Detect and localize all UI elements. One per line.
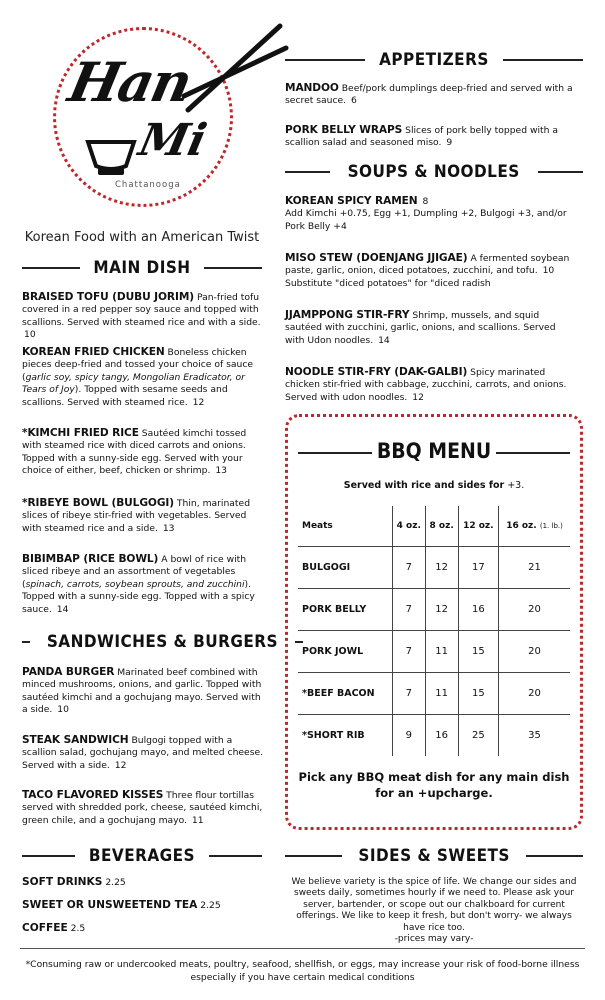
col-header: 16 oz.	[506, 521, 537, 531]
item-name: KOREAN SPICY RAMEN	[285, 195, 418, 207]
sides-heading-text: SIDES & SWEETS	[358, 846, 510, 866]
bbq-menu-box	[285, 414, 583, 830]
tagline: Korean Food with an American Twist	[24, 230, 260, 245]
menu-item	[22, 789, 264, 827]
appetizers-heading	[285, 50, 583, 70]
item-price: 12	[114, 759, 127, 771]
menu-item	[285, 309, 575, 347]
main-dish-heading-text: MAIN DISH	[93, 258, 191, 278]
item-desc: Boneless chicken pieces deep-fried and tossed your choice of sauce (	[22, 347, 254, 383]
bbq-title: BBQ MENU	[376, 439, 492, 463]
item-desc: Sautéed kimchi tossed with steamed rice with diced carrots and onions. Topped with a sunny-side egg. Served with your choice of either, beef, chicken or shrimp.	[22, 428, 247, 477]
price-cell: 35	[499, 715, 570, 757]
menu-item	[22, 734, 264, 772]
item-name: MANDOO	[285, 82, 339, 94]
main-dish-heading	[22, 258, 262, 278]
item-price: 14	[378, 334, 390, 346]
price-cell: 15	[458, 631, 498, 673]
item-name: BIBIMBAP (RICE BOWL)	[22, 553, 159, 565]
price-cell: 7	[392, 547, 425, 589]
price-cell: 17	[458, 547, 498, 589]
bbq-price-table	[298, 506, 570, 756]
meat-name: *BEEF BACON	[298, 673, 392, 715]
item-desc: ). Topped with a sunny-side egg. Topped with a spicy sauce.	[22, 578, 255, 615]
beverages-heading-text: BEVERAGES	[88, 846, 196, 866]
price-cell: 21	[499, 547, 570, 589]
table-row	[298, 547, 570, 589]
item-desc: A bowl of rice with sliced ribeye and an assortment of vegetables (	[22, 554, 247, 590]
item-extra: Substitute "diced potatoes" for "diced radish	[285, 277, 491, 289]
item-name: TACO FLAVORED KISSES	[22, 789, 164, 801]
item-desc: Pan-fried tofu covered in a red pepper soy sauce and topped with scallions. Served with steamed rice and with a side.	[22, 292, 261, 328]
price-cell: 7	[392, 673, 425, 715]
menu-item	[22, 497, 264, 535]
price-cell: 11	[425, 673, 458, 715]
item-price: 12	[192, 396, 205, 408]
beverage-item	[22, 899, 221, 911]
menu-item	[22, 666, 264, 717]
beverage-price: 2.25	[200, 900, 221, 911]
price-cell: 12	[425, 547, 458, 589]
item-name: NOODLE STIR-FRY (DAK-GALBI)	[285, 366, 468, 378]
price-cell: 15	[458, 673, 498, 715]
price-cell: 25	[458, 715, 498, 757]
price-cell: 11	[425, 631, 458, 673]
item-desc-italic: garlic soy, spicy tangy, Mongolian Eradicator, or Tears of Joy	[22, 371, 245, 396]
beverages-heading	[22, 846, 262, 866]
price-cell: 7	[392, 631, 425, 673]
menu-item	[285, 82, 575, 108]
col-header-note: (1. lb.)	[539, 522, 563, 530]
sides-heading	[285, 846, 583, 866]
beverage-name: COFFEE	[22, 922, 68, 934]
menu-item	[22, 346, 264, 409]
item-desc: Spicy marinated chicken stir-fried with cabbage, zucchini, carrots, and onions. Served with udon noodles.	[285, 367, 567, 403]
item-price: 13	[215, 465, 228, 477]
item-price: 10	[24, 329, 36, 341]
item-name: JJAMPPONG STIR-FRY	[285, 309, 410, 321]
price-cell: 7	[392, 589, 425, 631]
bbq-subtitle-price: +3.	[507, 480, 525, 491]
item-price: 9	[446, 137, 453, 149]
menu-item	[22, 553, 264, 616]
menu-item	[22, 291, 264, 342]
item-desc: Three flour tortillas served with shredded pork, cheese, sautéed kimchi, green chile, and a gochujang mayo.	[22, 790, 263, 826]
meat-name: PORK JOWL	[298, 631, 392, 673]
item-name: *RIBEYE BOWL (BULGOGI)	[22, 497, 174, 509]
soups-heading	[285, 162, 583, 182]
item-desc: Thin, marinated slices of ribeye stir-fried with vegetables. Served with steamed rice and a side.	[22, 498, 251, 534]
footer-disclaimer: *Consuming raw or undercooked meats, poultry, seafood, shellfish, or eggs, may increase your risk of food-borne illness especially if you have certain medical conditions	[25, 959, 580, 983]
chopsticks-icon	[180, 18, 290, 113]
item-desc: Bulgogi topped with a scallion salad, gochujang mayo, and melted cheese. Served with a side.	[22, 735, 264, 771]
logo-text-mi: Mi	[134, 115, 211, 166]
soups-heading-text: SOUPS & NOODLES	[347, 162, 521, 182]
beverage-name: SOFT DRINKS	[22, 876, 103, 888]
item-desc: Shrimp, mussels, and squid sautéed with zucchini, garlic, onions, and scallions. Served with Udon noodles.	[285, 310, 556, 346]
table-row	[298, 589, 570, 631]
item-name: KOREAN FRIED CHICKEN	[22, 346, 165, 358]
table-row	[298, 631, 570, 673]
item-price: 14	[56, 603, 69, 615]
beverage-item	[22, 922, 85, 934]
price-cell: 16	[458, 589, 498, 631]
meat-name: *SHORT RIB	[298, 715, 392, 757]
menu-item	[285, 252, 575, 290]
col-header: 4 oz.	[392, 506, 425, 547]
divider	[20, 948, 585, 949]
meat-name: PORK BELLY	[298, 589, 392, 631]
item-name: STEAK SANDWICH	[22, 734, 129, 746]
meat-name: BULGOGI	[298, 547, 392, 589]
item-desc: Beef/pork dumplings deep-fried and served with a secret sauce.	[285, 83, 573, 107]
bbq-subtitle-text: Served with rice and sides for	[343, 480, 505, 491]
price-cell: 20	[499, 673, 570, 715]
menu-item	[285, 195, 575, 233]
sandwiches-heading-text: SANDWICHES & BURGERS	[46, 632, 278, 652]
item-price: 11	[191, 814, 204, 826]
logo-text-han: Han	[63, 50, 197, 114]
col-header: Meats	[302, 521, 333, 531]
appetizers-heading-text: APPETIZERS	[379, 50, 489, 70]
item-desc: A fermented soybean paste, garlic, onion, diced potatoes, zucchini, and tofu.	[285, 253, 570, 277]
item-price: 10	[542, 265, 555, 277]
item-desc: Slices of pork belly topped with a scallion salad and seasoned miso.	[285, 125, 558, 149]
col-header: 8 oz.	[425, 506, 458, 547]
item-desc: Add Kimchi +0.75, Egg +1, Dumpling +2, Bulgogi +3, and/or Pork Belly +4	[285, 208, 567, 232]
bbq-subtitle	[288, 480, 580, 491]
beverage-price: 2.25	[105, 877, 126, 888]
sides-note: -prices may vary-	[394, 934, 474, 945]
sandwiches-heading	[22, 632, 278, 652]
item-name: PANDA BURGER	[22, 666, 115, 678]
beverage-name: SWEET OR UNSWEETEND TEA	[22, 899, 198, 911]
beverage-price: 2.5	[70, 923, 86, 934]
table-row	[298, 715, 570, 757]
item-name: BRAISED TOFU (DUBU JORIM)	[22, 291, 195, 303]
item-price: 8	[422, 196, 429, 207]
item-name: PORK BELLY WRAPS	[285, 124, 403, 136]
price-cell: 20	[499, 631, 570, 673]
item-desc: Marinated beef combined with minced mushrooms, onions, and garlic. Topped with sautéed kimchi and a gochujang mayo. Served with a side.	[22, 667, 262, 716]
table-header-row	[298, 506, 570, 547]
bowl-icon	[80, 120, 142, 180]
price-cell: 16	[425, 715, 458, 757]
item-desc-italic: spinach, carrots, soybean sprouts, and zucchini	[25, 578, 245, 590]
col-header-16oz	[499, 506, 570, 547]
item-price: 10	[57, 704, 69, 716]
item-desc: ). Topped with sesame seeds and scallions. Served with steamed rice.	[22, 384, 228, 408]
bbq-note: Pick any BBQ meat dish for any main dish for an +upcharge.	[298, 770, 570, 800]
menu-item	[285, 366, 575, 404]
price-cell: 20	[499, 589, 570, 631]
menu-item	[285, 124, 575, 150]
col-header: 12 oz.	[458, 506, 498, 547]
item-price: 6	[351, 95, 357, 107]
item-name: MISO STEW (DOENJANG JJIGAE)	[285, 252, 468, 264]
price-cell: 9	[392, 715, 425, 757]
price-cell: 12	[425, 589, 458, 631]
beverage-item	[22, 876, 126, 888]
sides-description	[285, 877, 583, 945]
logo-city: Chattanooga	[115, 180, 181, 190]
sides-text: We believe variety is the spice of life. We change our sides and sweets daily, sometimes hourly if we need to. Please ask your server, bartender, or scope out our chalkboard for current offerings. We like to keep it fresh, but don't worry- we always have rice too.	[291, 877, 577, 933]
item-price: 12	[412, 391, 424, 403]
table-row	[298, 673, 570, 715]
item-price: 13	[162, 522, 175, 534]
menu-item	[22, 427, 264, 478]
item-name: *KIMCHI FRIED RICE	[22, 427, 139, 439]
